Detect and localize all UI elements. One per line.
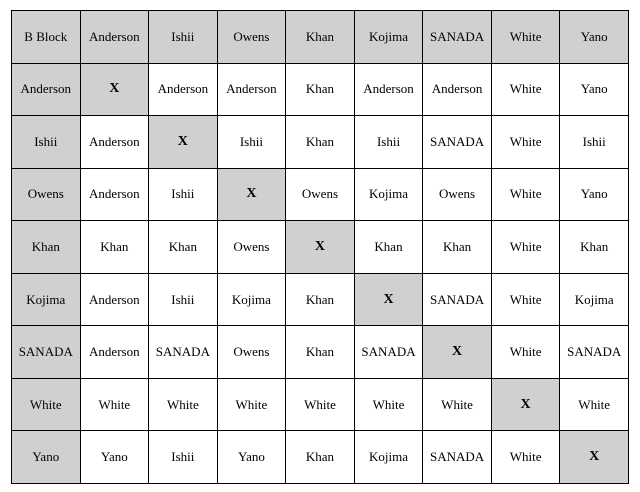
table-cell: SANADA	[423, 273, 492, 326]
table-cell: White	[286, 378, 355, 431]
table-cell: Khan	[423, 221, 492, 274]
table-cell: White	[149, 378, 218, 431]
row-header: White	[12, 378, 81, 431]
table-cell: Anderson	[80, 116, 149, 169]
column-header: Khan	[286, 11, 355, 64]
table-cell: Ishii	[149, 168, 218, 221]
table-cell: Kojima	[560, 273, 629, 326]
diagonal-cell: X	[217, 168, 286, 221]
table-row	[12, 168, 629, 221]
table-cell: Kojima	[354, 168, 423, 221]
diagonal-cell: X	[491, 378, 560, 431]
table-cell: Anderson	[80, 168, 149, 221]
row-header: Khan	[12, 221, 81, 274]
table-cell: Owens	[217, 221, 286, 274]
table-cell: Yano	[560, 63, 629, 116]
table-row	[12, 221, 629, 274]
table-cell: SANADA	[423, 116, 492, 169]
column-header: Kojima	[354, 11, 423, 64]
table-cell: White	[354, 378, 423, 431]
table-cell: White	[491, 116, 560, 169]
table-cell: Khan	[286, 63, 355, 116]
table-cell: Anderson	[423, 63, 492, 116]
table-cell: Ishii	[217, 116, 286, 169]
diagonal-cell: X	[80, 63, 149, 116]
table-cell: Khan	[80, 221, 149, 274]
table-cell: White	[491, 168, 560, 221]
table-cell: Yano	[217, 431, 286, 484]
row-header: Yano	[12, 431, 81, 484]
table-cell: White	[217, 378, 286, 431]
table-row	[12, 63, 629, 116]
table-cell: Owens	[286, 168, 355, 221]
table-cell: Khan	[354, 221, 423, 274]
row-header: Kojima	[12, 273, 81, 326]
table-cell: Khan	[286, 116, 355, 169]
table-cell: White	[560, 378, 629, 431]
table-cell: White	[491, 273, 560, 326]
table-row	[12, 273, 629, 326]
column-header: Owens	[217, 11, 286, 64]
results-table	[11, 10, 629, 484]
table-cell: Kojima	[217, 273, 286, 326]
table-cell: Khan	[286, 431, 355, 484]
column-header: Ishii	[149, 11, 218, 64]
table-cell: Anderson	[354, 63, 423, 116]
row-header: Owens	[12, 168, 81, 221]
column-header: SANADA	[423, 11, 492, 64]
table-cell: Anderson	[80, 326, 149, 379]
diagonal-cell: X	[354, 273, 423, 326]
row-header: Ishii	[12, 116, 81, 169]
table-cell: Ishii	[354, 116, 423, 169]
table-cell: Ishii	[149, 273, 218, 326]
column-header: Yano	[560, 11, 629, 64]
table-cell: Anderson	[149, 63, 218, 116]
table-cell: White	[491, 431, 560, 484]
table-cell: SANADA	[560, 326, 629, 379]
corner-cell: B Block	[12, 11, 81, 64]
table-cell: Anderson	[217, 63, 286, 116]
table-cell: Owens	[423, 168, 492, 221]
table-cell: Yano	[560, 168, 629, 221]
table-cell: Ishii	[560, 116, 629, 169]
row-header: Anderson	[12, 63, 81, 116]
column-header: White	[491, 11, 560, 64]
table-cell: SANADA	[149, 326, 218, 379]
column-header: Anderson	[80, 11, 149, 64]
table-row	[12, 431, 629, 484]
table-cell: Ishii	[149, 431, 218, 484]
table-cell: SANADA	[354, 326, 423, 379]
table-cell: Khan	[286, 326, 355, 379]
row-header: SANADA	[12, 326, 81, 379]
table-cell: White	[423, 378, 492, 431]
table-cell: Kojima	[354, 431, 423, 484]
diagonal-cell: X	[286, 221, 355, 274]
table-cell: Khan	[149, 221, 218, 274]
table-cell: Yano	[80, 431, 149, 484]
table-cell: White	[80, 378, 149, 431]
table-cell: SANADA	[423, 431, 492, 484]
diagonal-cell: X	[149, 116, 218, 169]
table-row	[12, 378, 629, 431]
table-cell: White	[491, 221, 560, 274]
diagonal-cell: X	[560, 431, 629, 484]
table-cell: White	[491, 326, 560, 379]
table-cell: Owens	[217, 326, 286, 379]
header-row	[12, 11, 629, 64]
table-cell: Khan	[286, 273, 355, 326]
table-cell: White	[491, 63, 560, 116]
table-row	[12, 326, 629, 379]
diagonal-cell: X	[423, 326, 492, 379]
table-row	[12, 116, 629, 169]
table-cell: Anderson	[80, 273, 149, 326]
table-cell: Khan	[560, 221, 629, 274]
